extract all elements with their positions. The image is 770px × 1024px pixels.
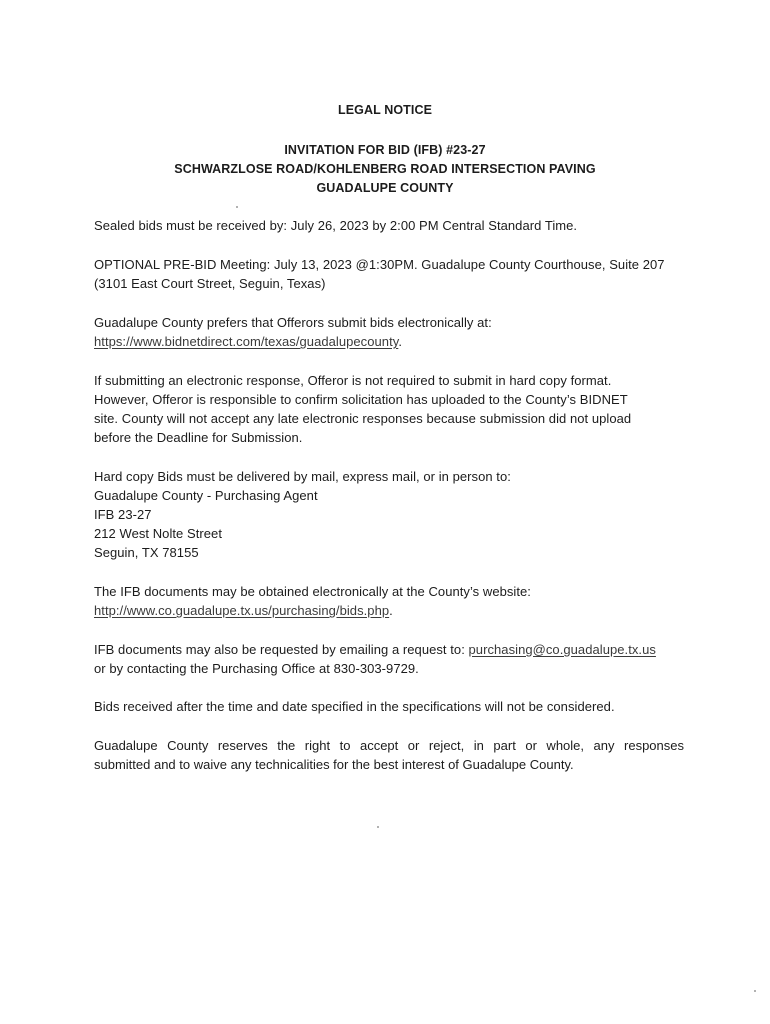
hard-copy-street: 212 West Nolte Street [94, 526, 222, 541]
scan-speck [377, 826, 379, 828]
deadline-text: Sealed bids must be received by: July 26, 2023 by 2:00 PM Central Standard Time. [94, 218, 578, 233]
electronic-response-line-1: If submitting an electronic response, Offeror is not required to submit in hard copy format. [94, 373, 612, 388]
reserve-line-2: submitted and to waive any technicalities for the best interest of Guadalupe County. [94, 757, 574, 772]
county-website-link[interactable]: http://www.co.guadalupe.tx.us/purchasing/bids.php [94, 603, 390, 618]
electronic-response-line-3: site. County will not accept any late electronic responses because submission did not upload [94, 411, 632, 426]
prebid-line-1: OPTIONAL PRE-BID Meeting: July 13, 2023 @1:30PM. Guadalupe County Courthouse, Suite 207 [94, 257, 665, 272]
purchasing-email-link[interactable]: purchasing@co.guadalupe.tx.us [468, 642, 656, 657]
scan-speck [754, 990, 756, 992]
prebid-line-2: (3101 East Court Street, Seguin, Texas) [94, 276, 326, 291]
county-website-link-line [94, 603, 393, 618]
request-text: IFB documents may also be requested by emailing a request to: [94, 642, 469, 657]
hard-copy-ifb: IFB 23-27 [94, 507, 152, 522]
hard-copy-city: Seguin, TX 78155 [94, 545, 199, 560]
electronic-response-line-2: However, Offeror is responsible to confirm solicitation has uploaded to the County’s BIDNET [94, 392, 628, 407]
county-website-link-period: . [389, 603, 393, 618]
project-heading: SCHWARZLOSE ROAD/KOHLENBERG ROAD INTERSECTION PAVING [174, 162, 596, 176]
electronic-response-line-4: before the Deadline for Submission. [94, 430, 303, 445]
bidnet-link-line [94, 334, 402, 349]
documents-text: The IFB documents may be obtained electronically at the County’s website: [94, 584, 531, 599]
scan-speck [236, 206, 238, 208]
hard-copy-intro: Hard copy Bids must be delivered by mail, express mail, or in person to: [94, 469, 511, 484]
bidnet-link[interactable]: https://www.bidnetdirect.com/texas/guadalupecounty [94, 334, 399, 349]
bidnet-link-period: . [398, 334, 402, 349]
electronic-submit-text: Guadalupe County prefers that Offerors submit bids electronically at: [94, 315, 492, 330]
county-heading: GUADALUPE COUNTY [316, 181, 454, 195]
request-line-2: or by contacting the Purchasing Office at 830-303-9729. [94, 661, 419, 676]
reserve-line-1: Guadalupe County reserves the right to accept or reject, in part or whole, any responses [94, 738, 684, 753]
invitation-heading: INVITATION FOR BID (IFB) #23-27 [284, 143, 486, 157]
request-line-1 [94, 642, 656, 657]
hard-copy-addressee: Guadalupe County - Purchasing Agent [94, 488, 318, 503]
notice-title: LEGAL NOTICE [337, 103, 433, 117]
late-bids-text: Bids received after the time and date specified in the specifications will not be considered. [94, 699, 615, 714]
